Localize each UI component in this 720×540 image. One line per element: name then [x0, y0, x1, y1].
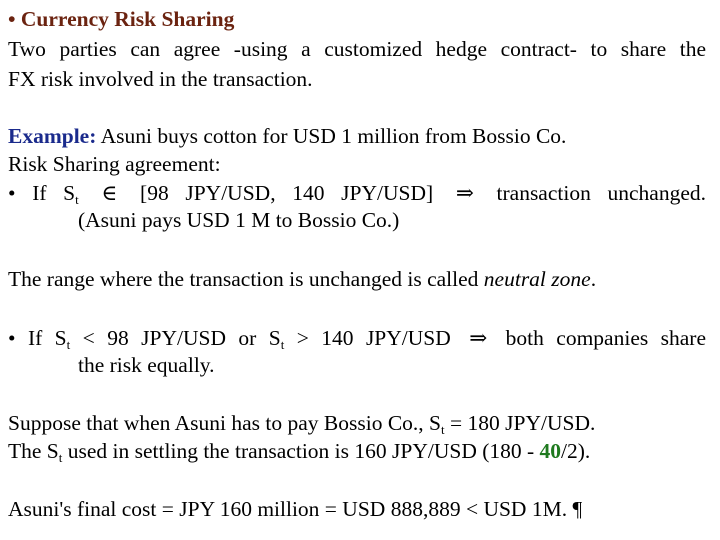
suppose-2-mid: used in settling the transaction is 160 JPY/USD (180 - [62, 439, 540, 463]
implies-arrow-icon: ⇒ [455, 181, 474, 205]
slide-title [8, 6, 234, 32]
example-text: Asuni buys cotton for USD 1 million from Bossio Co. [96, 124, 567, 148]
neutral-zone-line [8, 266, 596, 292]
title-bullet: • [8, 7, 16, 31]
example-label: Example: [8, 124, 97, 148]
rule-1-note: (Asuni pays USD 1 M to Bossio Co.) [78, 208, 400, 232]
rule-2-result: both companies share [505, 326, 707, 350]
implies-arrow-icon: ⇒ [469, 326, 488, 350]
rule-1-result: transaction unchanged. [496, 181, 707, 205]
suppose-2-before: The S [8, 439, 59, 463]
intro-line-1: Two parties can agree -using a customized hedge contract- to share the [8, 37, 706, 61]
element-of-symbol: ∈ [101, 181, 118, 205]
suppose-line-2 [8, 438, 590, 464]
final-cost-line: Asuni's final cost = JPY 160 million = USD 888,889 < USD 1M. ¶ [8, 497, 583, 521]
rule-2 [8, 325, 706, 351]
rule-2-mid-2: > 140 JPY/USD [284, 326, 451, 350]
neutral-text-before: The range where the transaction is unchanged is called [8, 267, 484, 291]
agreement-heading: Risk Sharing agreement: [8, 152, 221, 176]
rule-2-subscript-2: t [280, 337, 285, 352]
suppose-1-after: = 180 JPY/USD. [444, 411, 596, 435]
suppose-1-subscript: t [441, 422, 445, 437]
suppose-2-after: /2). [561, 439, 591, 463]
intro-line-2: FX risk involved in the transaction. [8, 67, 313, 91]
rule-2-subscript-1: t [66, 337, 71, 352]
title-text: Currency Risk Sharing [20, 7, 235, 31]
rule-1-range: [98 JPY/USD, 140 JPY/USD] [140, 181, 434, 205]
rule-1 [8, 180, 706, 206]
suppose-2-subscript: t [58, 450, 63, 465]
rule-2-prefix: • If S [8, 326, 67, 350]
highlighted-value: 40 [539, 439, 562, 463]
neutral-zone-term: neutral zone [483, 267, 591, 291]
rule-1-subscript: t [75, 192, 79, 207]
neutral-text-after: . [590, 267, 597, 291]
rule-2-continuation: the risk equally. [78, 353, 215, 377]
suppose-line-1 [8, 410, 595, 436]
rule-1-prefix: • If S [8, 181, 76, 205]
example-line [8, 123, 566, 149]
rule-2-mid-1: < 98 JPY/USD or S [70, 326, 281, 350]
suppose-1-before: Suppose that when Asuni has to pay Bossio Co., S [8, 411, 442, 435]
